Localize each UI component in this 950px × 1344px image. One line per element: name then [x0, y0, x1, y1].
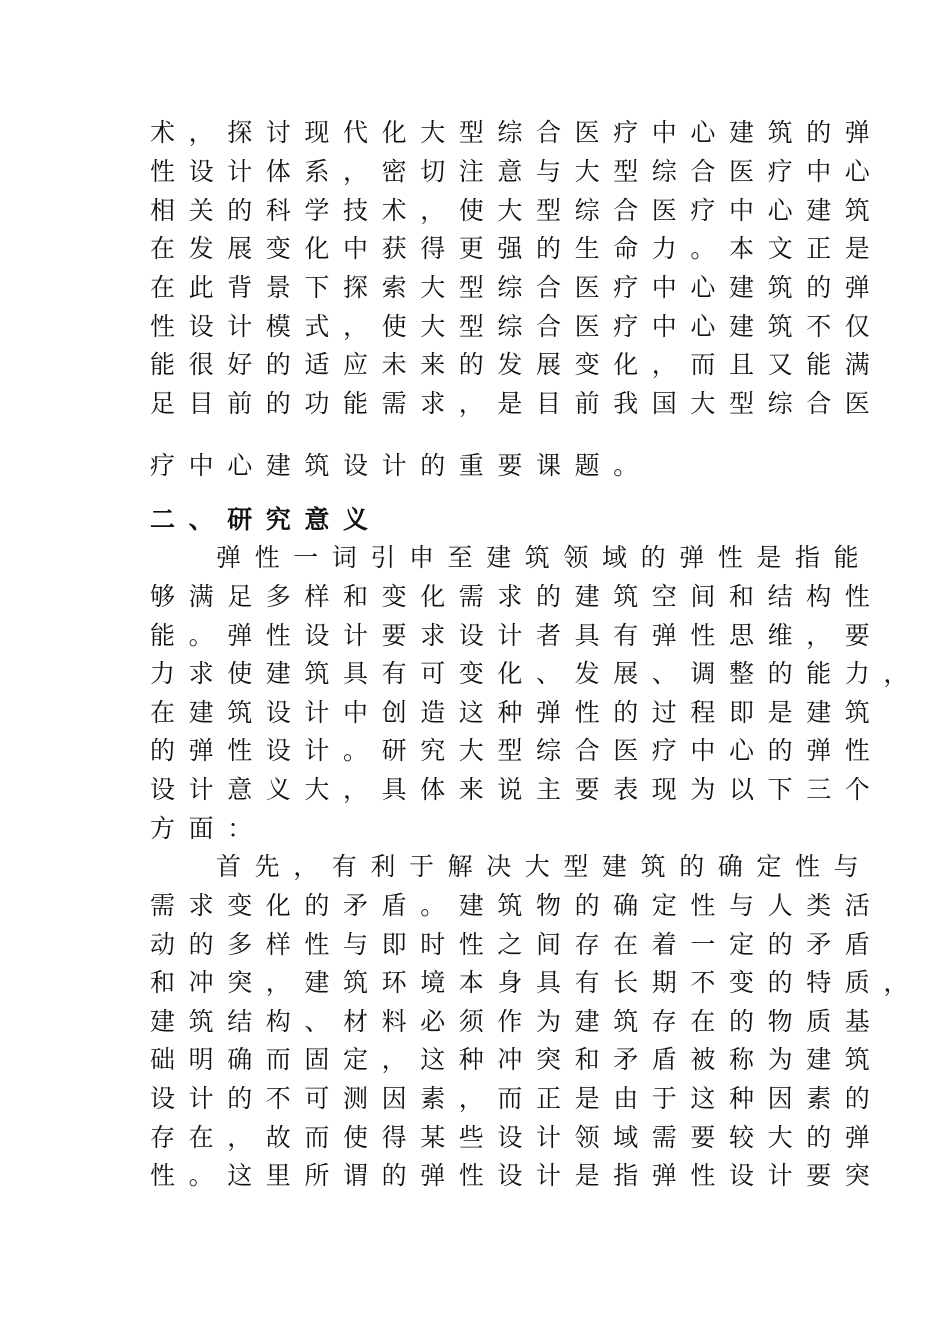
paragraph-line: 在此背景下探索大型综合医疗中心建筑的弹 — [150, 273, 884, 302]
paragraph-line: 和冲突，建筑环境本身具有长期不变的特质， — [150, 968, 923, 997]
paragraph-line: 建筑结构、材料必须作为建筑存在的物质基 — [150, 1007, 884, 1036]
paragraph-line: 能很好的适应未来的发展变化，而且又能满 — [150, 350, 884, 379]
paragraph-line: 的弹性设计。研究大型综合医疗中心的弹性 — [150, 736, 884, 765]
paragraph-line: 性设计模式，使大型综合医疗中心建筑不仅 — [150, 312, 884, 341]
paragraph-line: 弹性一词引申至建筑领域的弹性是指能 — [216, 543, 873, 572]
paragraph-line: 足目前的功能需求，是目前我国大型综合医 — [150, 389, 884, 418]
paragraph-line: 方面： — [150, 814, 266, 843]
paragraph-line: 设计意义大，具体来说主要表现为以下三个 — [150, 775, 884, 804]
paragraph-line: 需求变化的矛盾。建筑物的确定性与人类活 — [150, 891, 884, 920]
paragraph-line: 相关的科学技术，使大型综合医疗中心建筑 — [150, 196, 884, 225]
paragraph-line: 设计的不可测因素，而正是由于这种因素的 — [150, 1084, 884, 1113]
paragraph-line: 性。这里所谓的弹性设计是指弹性设计要突 — [150, 1161, 884, 1190]
paragraph-line: 在建筑设计中创造这种弹性的过程即是建筑 — [150, 698, 884, 727]
paragraph-line: 性设计体系，密切注意与大型综合医疗中心 — [150, 157, 884, 186]
paragraph-line: 存在，故而使得某些设计领域需要较大的弹 — [150, 1123, 884, 1152]
paragraph-line: 术，探讨现代化大型综合医疗中心建筑的弹 — [150, 118, 884, 147]
paragraph-line: 首先，有利于解决大型建筑的确定性与 — [216, 852, 873, 881]
paragraph-line: 力求使建筑具有可变化、发展、调整的能力， — [150, 659, 923, 688]
paragraph-line: 动的多样性与即时性之间存在着一定的矛盾 — [150, 930, 884, 959]
paragraph-line: 疗中心建筑设计的重要课题。 — [150, 451, 652, 480]
paragraph-line: 础明确而固定，这种冲突和矛盾被称为建筑 — [150, 1045, 884, 1074]
paragraph-line: 够满足多样和变化需求的建筑空间和结构性 — [150, 582, 884, 611]
paragraph-line: 在发展变化中获得更强的生命力。本文正是 — [150, 234, 884, 263]
section-heading: 二、研究意义 — [150, 505, 382, 534]
paragraph-line: 能。弹性设计要求设计者具有弹性思维，要 — [150, 621, 884, 650]
